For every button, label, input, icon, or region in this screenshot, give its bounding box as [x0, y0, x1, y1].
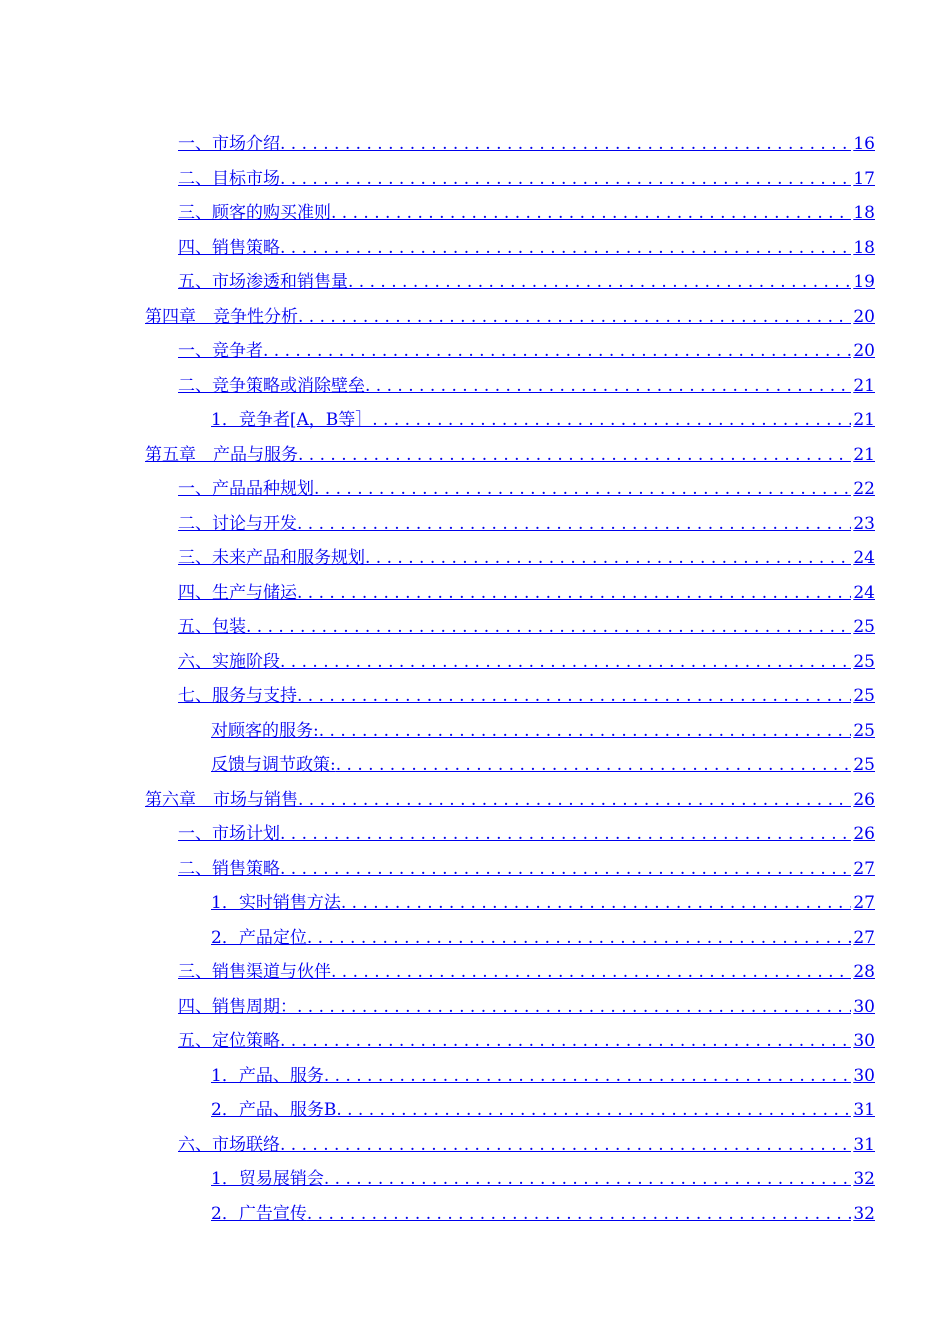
- toc-entry[interactable]: [178, 1018, 875, 1052]
- toc-entry-title: 七、服务与支持: [178, 686, 297, 706]
- toc-entry[interactable]: [178, 121, 875, 155]
- toc-entry-title: 一、市场计划: [178, 824, 280, 844]
- toc-leader-dots: [336, 1099, 851, 1121]
- toc-entry-page-number: 31: [853, 1100, 875, 1120]
- toc-subentry[interactable]: [211, 742, 875, 776]
- toc-subentry[interactable]: [211, 397, 875, 431]
- toc-entry-title: 对顾客的服务:: [211, 720, 319, 741]
- toc-entry-title: 四、生产与储运: [178, 582, 297, 603]
- toc-entry[interactable]: [178, 535, 875, 569]
- toc-leader-dots: [298, 306, 851, 328]
- toc-entry[interactable]: [178, 156, 875, 190]
- toc-entry-title: 一、竞争者: [178, 341, 263, 361]
- toc-leader-dots: [331, 961, 851, 983]
- toc-leader-dots: [341, 892, 852, 914]
- toc-entry-title: 五、包装: [178, 617, 246, 637]
- toc-leader-dots: [297, 513, 851, 535]
- toc-entry-page-number: 25: [853, 720, 875, 741]
- toc-entry-title: 第五章 产品与服务: [145, 444, 298, 465]
- toc-leader-dots: [319, 720, 852, 742]
- toc-entry-title: 六、市场联络: [178, 1134, 280, 1155]
- toc-entry-title: 1．产品、服务: [211, 1065, 324, 1086]
- toc-entry-title: 五、定位策略: [178, 1031, 280, 1051]
- toc-entry[interactable]: [178, 639, 875, 673]
- toc-entry-page-number: 30: [853, 996, 875, 1017]
- toc-entry-page-number: 32: [853, 1169, 875, 1189]
- toc-leader-dots: [365, 547, 851, 569]
- toc-entry-page-number: 21: [853, 444, 875, 465]
- toc-entry-page-number: 24: [853, 548, 875, 568]
- toc-entry[interactable]: [178, 604, 875, 638]
- toc-leader-dots: [263, 340, 851, 362]
- toc-leader-dots: [297, 582, 851, 604]
- toc-entry-page-number: 25: [853, 755, 875, 775]
- toc-entry-title: 五、市场渗透和销售量: [178, 272, 348, 292]
- toc-leader-dots: [331, 202, 851, 224]
- toc-entry-title: 二、销售策略: [178, 858, 280, 879]
- toc-leader-dots: [336, 754, 852, 776]
- toc-entry-title: 第四章 竞争性分析: [145, 306, 298, 327]
- toc-entry-page-number: 24: [853, 582, 875, 603]
- toc-subentry[interactable]: [211, 1156, 875, 1190]
- toc-leader-dots: [324, 1168, 852, 1190]
- toc-leader-dots: [297, 685, 851, 707]
- toc-leader-dots: [246, 616, 851, 638]
- toc-entry-title: 第六章 市场与销售: [145, 789, 298, 810]
- toc-entry-title: 二、竞争策略或消除壁垒: [178, 375, 365, 396]
- toc-entry-title: 二、讨论与开发: [178, 513, 297, 534]
- toc-entry[interactable]: [178, 466, 875, 500]
- toc-entry-title: 1．实时销售方法: [211, 893, 341, 913]
- toc-entry-page-number: 27: [853, 858, 875, 879]
- toc-entry-title: 四、销售策略: [178, 237, 280, 258]
- toc-leader-dots: [348, 271, 851, 293]
- toc-entry-page-number: 19: [853, 272, 875, 292]
- toc-entry-page-number: 28: [853, 962, 875, 982]
- toc-entry[interactable]: [178, 363, 875, 397]
- toc-entry[interactable]: [178, 328, 875, 362]
- toc-entry[interactable]: [178, 259, 875, 293]
- toc-entry-title: 一、市场介绍: [178, 134, 280, 154]
- toc-entry-title: 六、实施阶段: [178, 651, 280, 672]
- toc-entry-page-number: 26: [853, 789, 875, 810]
- toc-chapter-entry[interactable]: [145, 432, 875, 466]
- toc-entry-title: 三、顾客的购买准则: [178, 203, 331, 223]
- toc-entry-page-number: 21: [853, 410, 875, 430]
- toc-subentry[interactable]: [211, 1191, 875, 1225]
- toc-entry-page-number: 30: [853, 1065, 875, 1086]
- toc-leader-dots: [324, 1065, 852, 1087]
- toc-entry-page-number: 27: [853, 893, 875, 913]
- toc-entry-page-number: 26: [853, 824, 875, 844]
- toc-leader-dots: [307, 1203, 852, 1225]
- toc-leader-dots: [298, 444, 851, 466]
- toc-entry-page-number: 21: [853, 375, 875, 396]
- toc-entry-title: 2．广告宣传: [211, 1203, 307, 1224]
- toc-leader-dots: [307, 927, 852, 949]
- toc-entry[interactable]: [178, 501, 875, 535]
- toc-entry-page-number: 18: [853, 203, 875, 223]
- toc-subentry[interactable]: [211, 1087, 875, 1121]
- toc-entry-page-number: 25: [853, 617, 875, 637]
- toc-entry-page-number: 20: [853, 341, 875, 361]
- toc-entry[interactable]: [178, 811, 875, 845]
- toc-leader-dots: [280, 1134, 851, 1156]
- toc-entry-title: 三、未来产品和服务规划: [178, 548, 365, 568]
- toc-entry[interactable]: [178, 673, 875, 707]
- toc-entry[interactable]: [178, 949, 875, 983]
- toc-leader-dots: [365, 375, 851, 397]
- toc-leader-dots: [314, 478, 851, 500]
- toc-entry-title: 三、销售渠道与伙伴: [178, 962, 331, 982]
- toc-entry[interactable]: [178, 190, 875, 224]
- toc-entry-title: 1．贸易展销会: [211, 1169, 324, 1189]
- toc-entry-page-number: 25: [853, 651, 875, 672]
- toc-leader-dots: [280, 168, 851, 190]
- toc-entry-page-number: 17: [853, 168, 875, 189]
- toc-leader-dots: [280, 133, 851, 155]
- toc-leader-dots: [280, 858, 851, 880]
- toc-entry-page-number: 30: [853, 1031, 875, 1051]
- toc-entry-page-number: 23: [853, 513, 875, 534]
- toc-entry-title: 2．产品、服务B: [211, 1100, 337, 1120]
- toc-chapter-entry[interactable]: [145, 294, 875, 328]
- toc-entry-page-number: 22: [853, 479, 875, 499]
- toc-leader-dots: [297, 996, 851, 1018]
- toc-subentry[interactable]: [211, 915, 875, 949]
- toc-subentry[interactable]: [211, 708, 875, 742]
- toc-entry-page-number: 32: [853, 1203, 875, 1224]
- toc-subentry[interactable]: [211, 880, 875, 914]
- toc-entry-page-number: 18: [853, 237, 875, 258]
- toc-entry[interactable]: [178, 225, 875, 259]
- toc-leader-dots: [280, 823, 851, 845]
- toc-leader-dots: [372, 409, 851, 431]
- toc-leader-dots: [280, 651, 851, 673]
- toc-entry-title: 一、产品品种规划: [178, 479, 314, 499]
- toc-entry-title: 反馈与调节政策:: [211, 755, 336, 775]
- toc-leader-dots: [280, 237, 851, 259]
- toc-entry[interactable]: [178, 1122, 875, 1156]
- toc-entry[interactable]: [178, 570, 875, 604]
- toc-entry-page-number: 25: [853, 686, 875, 706]
- toc-entry-page-number: 27: [853, 927, 875, 948]
- toc-entry-title: 2．产品定位: [211, 927, 307, 948]
- toc-entry-title: 1．竞争者[A，B等］: [211, 410, 373, 430]
- toc-entry-title: 四、销售周期：: [178, 996, 297, 1017]
- toc-subentry[interactable]: [211, 1053, 875, 1087]
- toc-entry-title: 二、目标市场: [178, 168, 280, 189]
- toc-entry-page-number: 20: [853, 306, 875, 327]
- toc-entry[interactable]: [178, 846, 875, 880]
- toc-chapter-entry[interactable]: [145, 777, 875, 811]
- toc-entry-page-number: 16: [853, 134, 875, 154]
- toc-leader-dots: [298, 789, 851, 811]
- toc-entry-page-number: 31: [853, 1134, 875, 1155]
- toc-leader-dots: [280, 1030, 851, 1052]
- toc-entry[interactable]: [178, 984, 875, 1018]
